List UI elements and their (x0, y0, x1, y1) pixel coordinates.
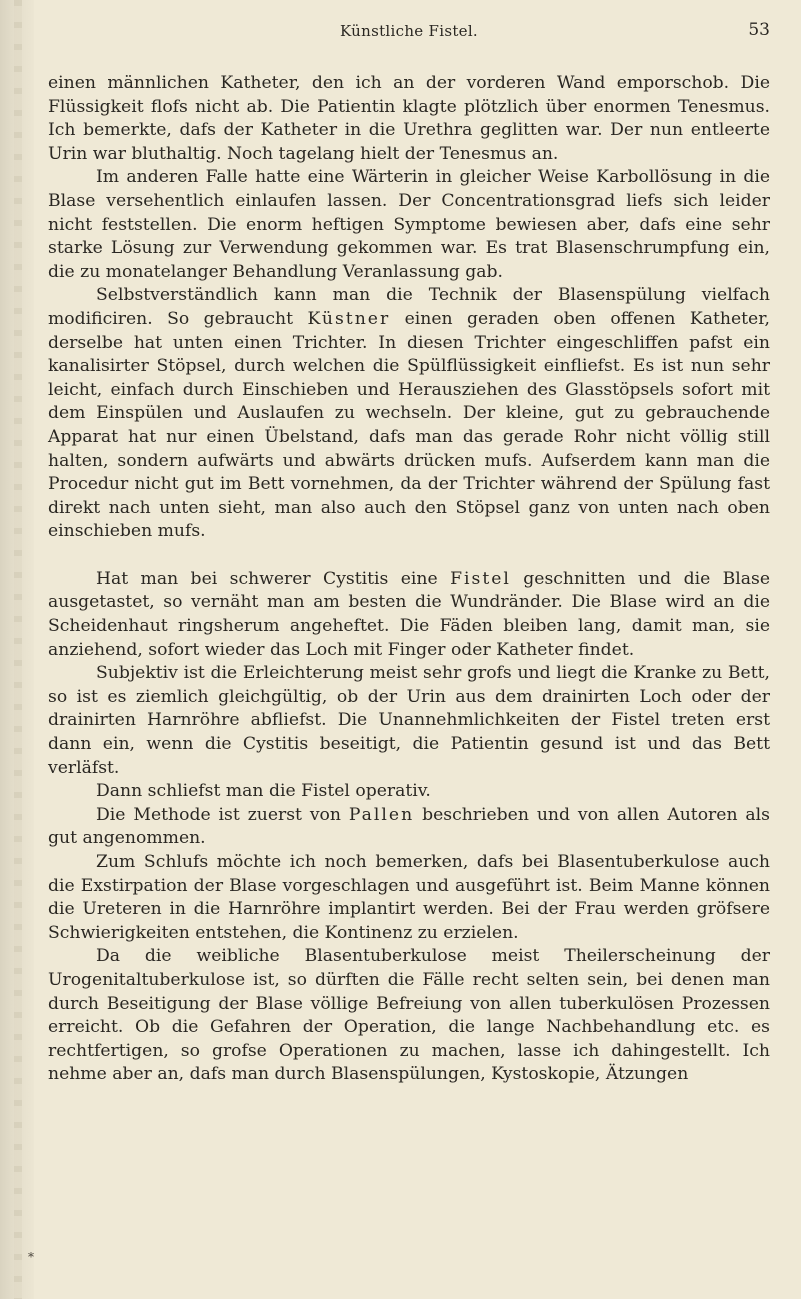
paragraph-fistel-operativ: Dann schliefst man die Fistel operativ. (96, 781, 431, 802)
section-gap (48, 544, 770, 568)
book-gutter (0, 0, 34, 1299)
paragraph-subjektiv: Subjektiv ist die Erleichterung meist sehr grofs und liegt die Kranke zu Bett, so ist es ziemlich gleichgültig, ob der Urin aus dem drainirten Loch oder der drainirten Harnröhre abfliefst. Die Unannehmlichkeiten der Fistel treten erst dann ein, wenn die Cystitis beseitigt, die Patientin gesund ist und das Bett verläfst. (48, 663, 770, 778)
text-segment: Selbstverständlich kann man die Technik der Blasenspülung vielfach modificiren. So gebraucht (48, 285, 770, 329)
running-head (48, 18, 770, 48)
author-name-kuestner: Küstner (307, 308, 391, 329)
paragraph-kuestner-technik (48, 284, 770, 544)
text-segment: Die Methode ist zuerst von (96, 804, 349, 825)
text-segment: beschrieben und von allen Autoren als gut angenommen. (48, 804, 770, 849)
signature-mark: * (28, 1250, 34, 1264)
book-page (48, 18, 770, 1288)
page-number: 53 (748, 20, 770, 40)
body-text (48, 72, 770, 1087)
paragraph-pallen-methode (48, 804, 770, 851)
running-title: Künstliche Fistel. (340, 22, 478, 40)
paragraph-fistel-geschnitten (48, 568, 770, 662)
paragraph-exstirpation: Zum Schlufs möchte ich noch bemerken, dafs bei Blasentuberkulose auch die Exstirpation der Blase vorgeschlagen und ausgeführt ist. Beim Manne können die Ureteren in die Harnröhre implantirt werden. Bei der Frau werden gröfsere Schwierigkeiten entstehen, die Kontinenz zu erzielen. (48, 852, 770, 943)
paragraph-karbol-loesung: Im anderen Falle hatte eine Wärterin in gleicher Weise Karbollösung in die Blase versehentlich einlaufen lassen. Der Concentrationsgrad liefs sich leider nicht feststellen. Die enorm heftigen Symptome bewiesen aber, dafs eine sehr starke Lösung zur Verwendung gekommen war. Es trat Blasenschrumpfung ein, die zu monatelanger Behandlung Veranlassung gab. (48, 167, 770, 282)
term-fistel: Fistel (450, 568, 511, 589)
text-segment: Hat man bei schwerer Cystitis eine (96, 568, 451, 589)
text-segment: geschnitten und die Blase ausgetastet, so vernäht man am besten die Wundränder. Die Blase wird an die Scheidenhaut ringsherum angeheftet. Die Fäden bleiben lang, damit man, sie anziehend, sofort wieder das Loch mit Finger oder Katheter findet. (48, 568, 771, 660)
text-segment: einen geraden oben offenen Katheter, derselbe hat unten einen Trichter. In diesen Trichter eingeschliffen pafst ein kanalisirter Stöpsel, durch welchen die Spülflüssigkeit einfliefst. Es ist nun sehr leicht, einfach durch Einschieben und Herausziehen des Glasstöpsels sofort mit dem Einspülen und Auslaufen zu wechseln. Der kleine, gut zu gebrauchende Apparat hat nur einen Übelstand, dafs man das gerade Rohr nicht völlig still halten, sondern aufwärts und abwärts drücken mufs. Aufserdem kann man die Procedur nicht gut im Bett vornehmen, da der Trichter während der Spülung fast direkt nach unten sieht, man also auch den Stöpsel ganz von unten nach oben einschieben mufs. (48, 308, 770, 542)
author-name-pallen: Pallen (348, 804, 415, 825)
paragraph-urogenitaltuberkulose: Da die weibliche Blasentuberkulose meist Theilerscheinung der Urogenitaltuberkulose ist, so dürften die Fälle recht selten sein, bei denen man durch Beseitigung der Blase völlige Befreiung von allen tuberkulösen Prozessen erreicht. Ob die Gefahren der Operation, die lange Nachbehandlung etc. es rechtfertigen, so grofse Operationen zu machen, lasse ich dahingestellt. Ich nehme aber an, dafs man durch Blasenspülungen, Kystoskopie, Ätzungen (48, 946, 770, 1085)
paragraph-catheter-urethra: einen männlichen Katheter, den ich an der vorderen Wand emporschob. Die Flüssigkeit flofs nicht ab. Die Patientin klagte plötzlich über enormen Tenesmus. Ich bemerkte, dafs der Katheter in die Urethra geglitten war. Der nun entleerte Urin war bluthaltig. Noch tagelang hielt der Tenesmus an. (48, 73, 770, 164)
